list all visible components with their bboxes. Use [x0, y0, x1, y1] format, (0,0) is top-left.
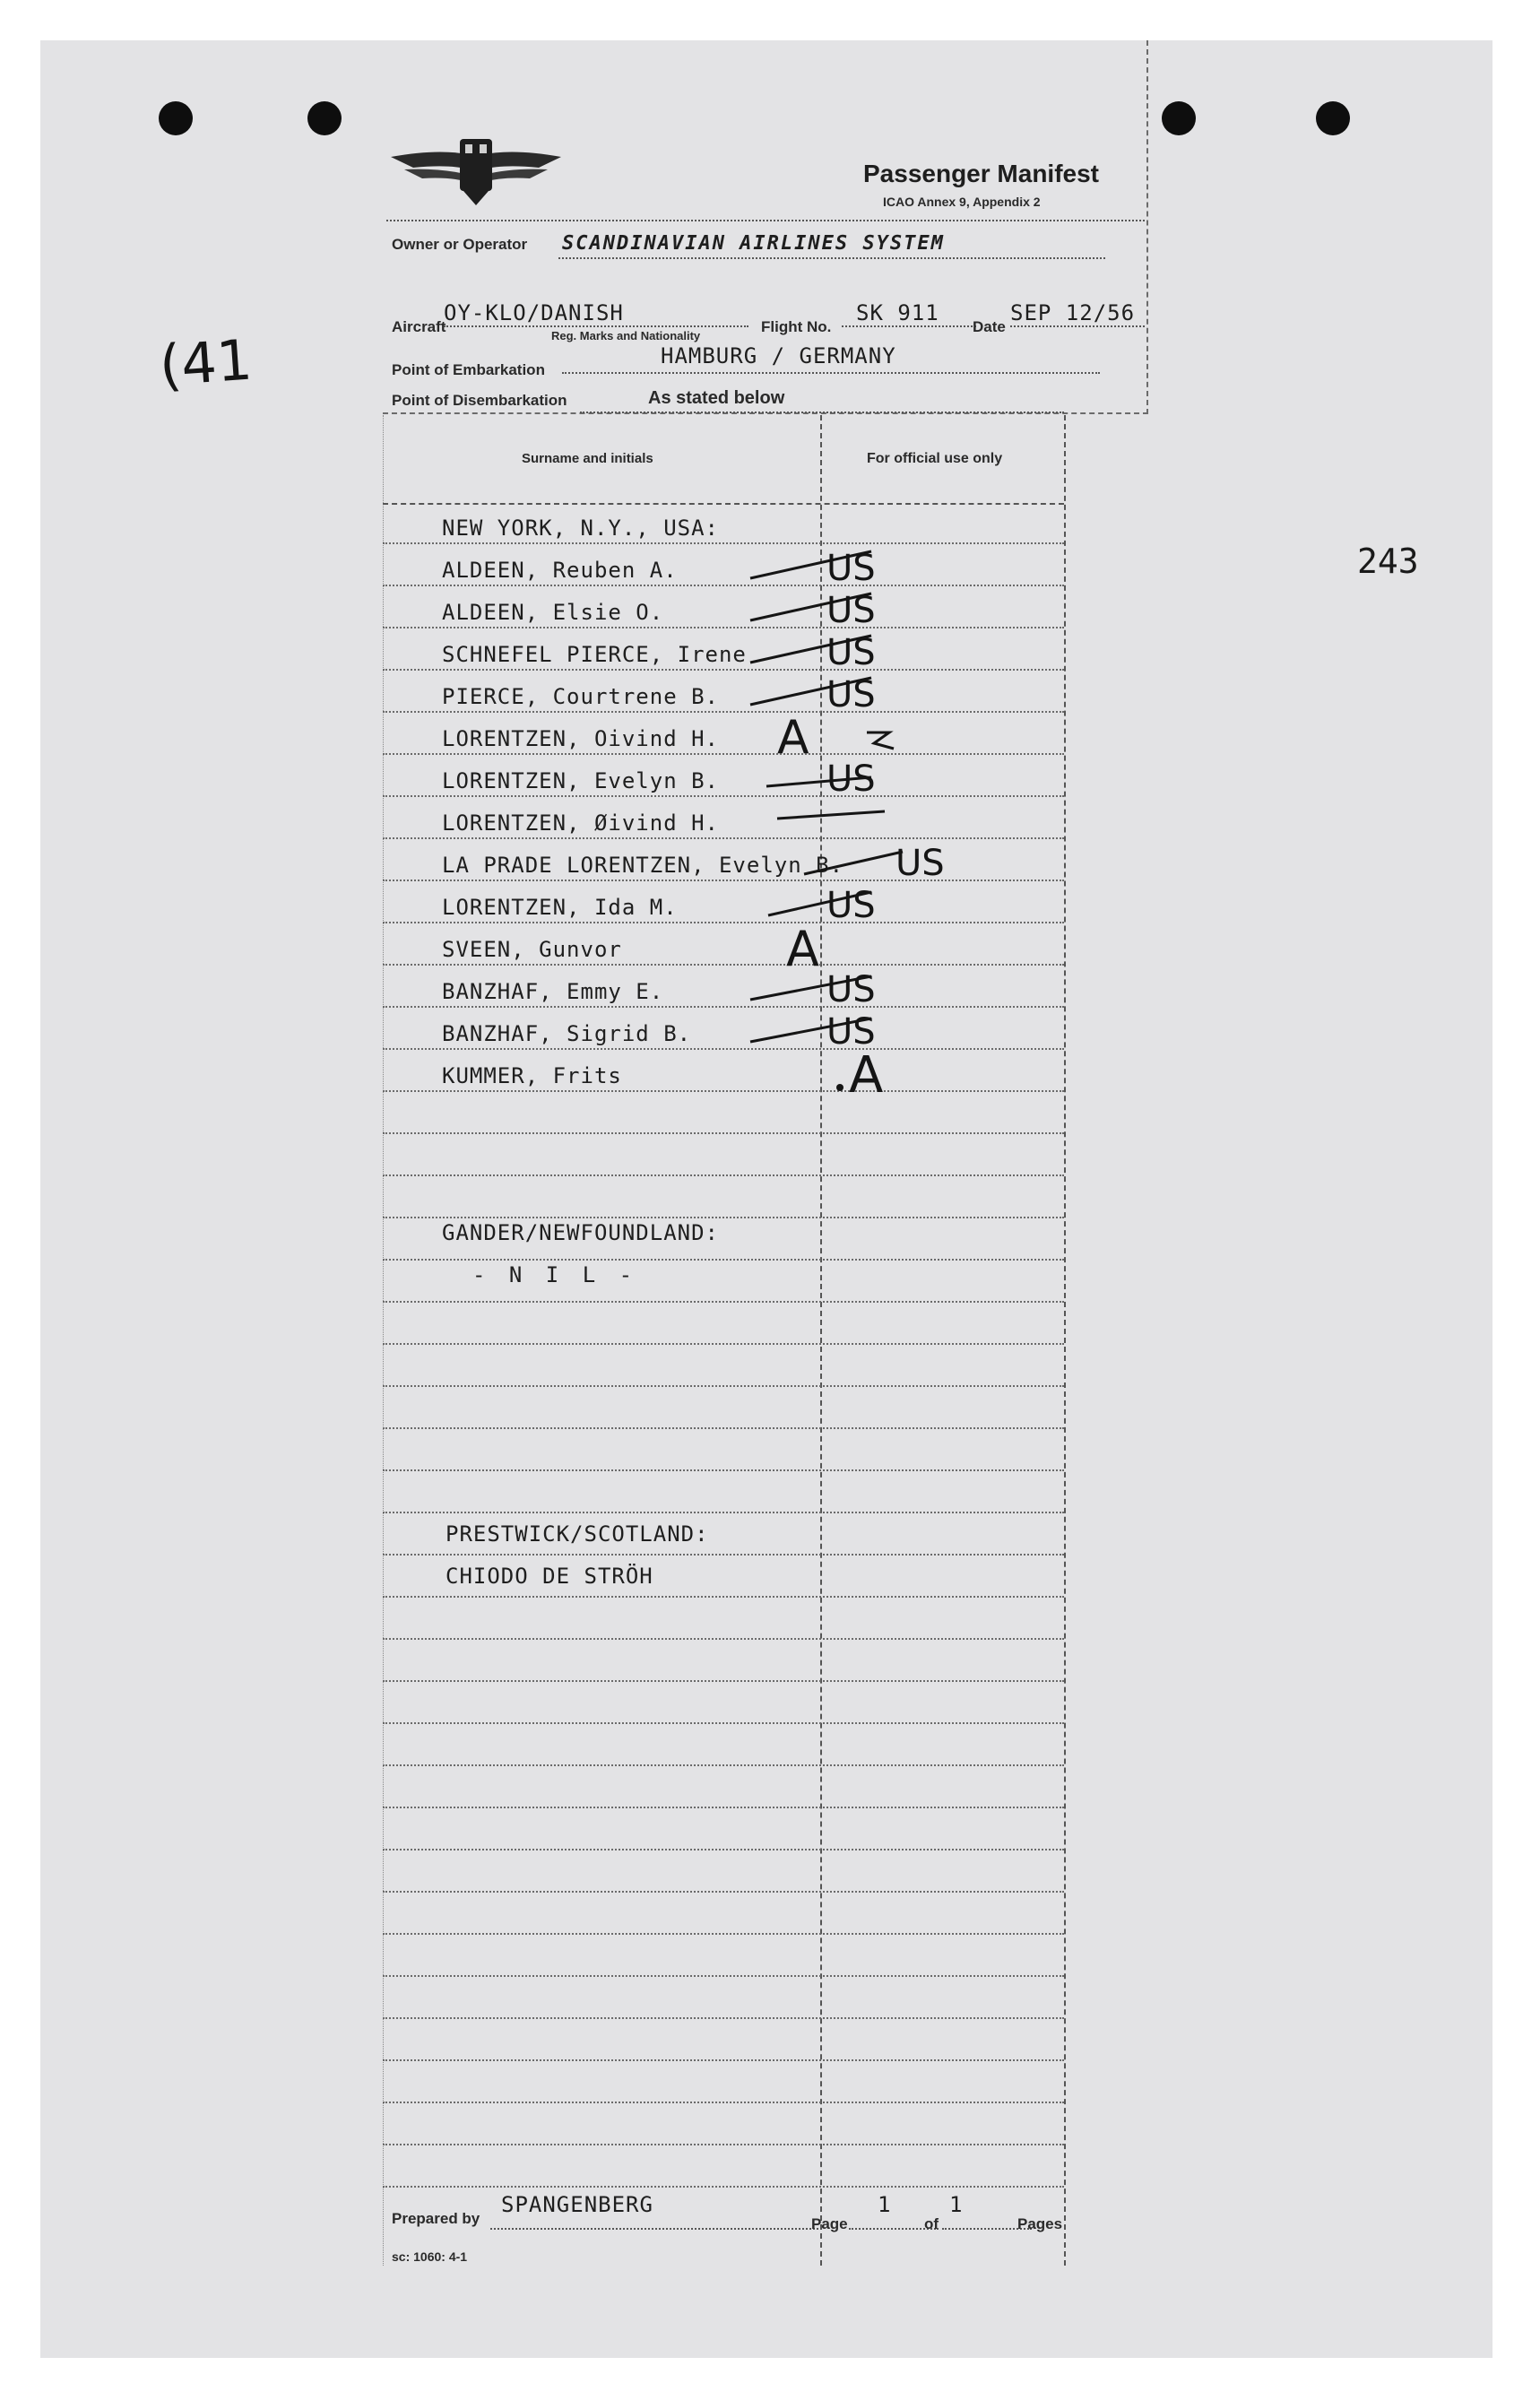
manifest-title: Passenger Manifest [863, 160, 1099, 187]
margin-handwritten-note: (41 [157, 326, 255, 399]
passenger-name: LA PRADE LORENTZEN, Evelyn B. [442, 853, 844, 878]
passenger-name: LORENTZEN, Oivind H. [442, 726, 719, 751]
official-mark: US [826, 590, 876, 631]
official-mark: US [826, 758, 876, 800]
handwritten-strokes [383, 40, 1146, 1116]
ruled-row-line [383, 1259, 1064, 1261]
passenger-name: CHIODO DE STRÖH [446, 1564, 653, 1589]
passenger-name: ALDEEN, Reuben A. [442, 558, 678, 583]
prepared-by-label: Prepared by [392, 2210, 480, 2227]
ruled-row-line [383, 1512, 1064, 1513]
owner-value: SCANDINAVIAN AIRLINES SYSTEM [562, 232, 945, 255]
ruled-row-line [383, 1174, 1064, 1176]
ruled-row-line [383, 2059, 1064, 2061]
ruled-row-line [383, 2186, 1064, 2188]
reg-marks-label: Reg. Marks and Nationality [551, 329, 701, 342]
ruled-row-line [383, 1891, 1064, 1893]
official-mark: A [849, 1046, 884, 1105]
passenger-name: BANZHAF, Emmy E. [442, 979, 664, 1004]
prepared-by-value: SPANGENBERG [501, 2192, 653, 2217]
ruled-row-line [383, 1132, 1064, 1134]
prepared-by-rule [490, 2228, 822, 2230]
ruled-row-line [383, 1807, 1064, 1808]
disembarkation-label: Point of Disembarkation [392, 392, 567, 409]
official-mark: US [826, 548, 876, 589]
official-mark: US [826, 885, 876, 926]
punch-hole-2 [307, 101, 342, 135]
embarkation-value: HAMBURG / GERMANY [661, 343, 896, 368]
date-label: Date [973, 318, 1006, 335]
official-mark: US [826, 632, 876, 673]
official-mark: US [826, 1011, 876, 1053]
surname-column-header: Surname and initials [522, 451, 653, 466]
official-mark: US [895, 843, 945, 884]
manifest-form [383, 40, 1146, 2264]
page-label: Page [811, 2215, 848, 2232]
pages-label: Pages [1017, 2215, 1063, 2232]
ruled-row-line [383, 1217, 1064, 1218]
ruled-row-line [383, 1764, 1064, 1766]
page-stamp-number: 243 [1357, 542, 1419, 581]
embarkation-label: Point of Embarkation [392, 361, 545, 378]
date-value: SEP 12/56 [1010, 300, 1136, 325]
ruled-row-line [383, 1385, 1064, 1387]
aircraft-value: OY-KLO/DANISH [444, 300, 624, 325]
ruled-row-line [383, 1933, 1064, 1935]
pages-value: 1 [949, 2192, 964, 2217]
disembarkation-value: As stated below [648, 388, 785, 408]
official-mark: US [826, 674, 876, 715]
official-mark: A [786, 921, 819, 977]
section-heading: NEW YORK, N.Y., USA: [442, 516, 719, 541]
manifest-subtitle: ICAO Annex 9, Appendix 2 [883, 195, 1041, 209]
page-value: 1 [878, 2192, 892, 2217]
punch-hole-1 [159, 101, 193, 135]
section-heading: PRESTWICK/SCOTLAND: [446, 1521, 709, 1547]
punch-hole-3 [1162, 101, 1196, 135]
flight-label: Flight No. [761, 318, 832, 335]
passenger-name: SCHNEFEL PIERCE, Irene [442, 642, 747, 667]
ruled-row-line [383, 1975, 1064, 1977]
passenger-name: LORENTZEN, Øivind H. [442, 810, 719, 836]
passenger-name: LORENTZEN, Ida M. [442, 895, 678, 920]
official-mark: A [777, 711, 809, 765]
ruled-row-line [383, 1849, 1064, 1850]
of-label: of [924, 2215, 939, 2232]
passenger-name: KUMMER, Frits [442, 1063, 622, 1088]
official-mark: US [826, 969, 876, 1010]
punch-hole-4 [1316, 101, 1350, 135]
ruled-row-line [383, 1469, 1064, 1471]
nil-note: - N I L - [472, 1262, 638, 1287]
ruled-row-line [383, 2144, 1064, 2145]
ruled-row-line [383, 1343, 1064, 1345]
ruled-row-line [383, 1554, 1064, 1556]
ruled-row-line [383, 2102, 1064, 2103]
ruled-row-line [383, 2017, 1064, 2019]
ruled-row-line [383, 1680, 1064, 1682]
aircraft-label: Aircraft [392, 318, 446, 335]
section-heading: GANDER/NEWFOUNDLAND: [442, 1220, 719, 1245]
passenger-name: BANZHAF, Sigrid B. [442, 1021, 692, 1046]
passenger-name: PIERCE, Courtrene B. [442, 684, 719, 709]
ruled-row-line [383, 1722, 1064, 1724]
ruled-row-line [383, 1638, 1064, 1640]
owner-label: Owner or Operator [392, 236, 528, 253]
form-code: sc: 1060: 4-1 [392, 2249, 468, 2264]
passenger-name: ALDEEN, Elsie O. [442, 600, 664, 625]
official-column-header: For official use only [867, 451, 1003, 466]
ruled-row-line [383, 1301, 1064, 1303]
ruled-row-line [383, 1427, 1064, 1429]
ruled-row-line [383, 1596, 1064, 1598]
flight-value: SK 911 [856, 300, 939, 325]
passenger-name: LORENTZEN, Evelyn B. [442, 768, 719, 793]
passenger-name: SVEEN, Gunvor [442, 937, 622, 962]
